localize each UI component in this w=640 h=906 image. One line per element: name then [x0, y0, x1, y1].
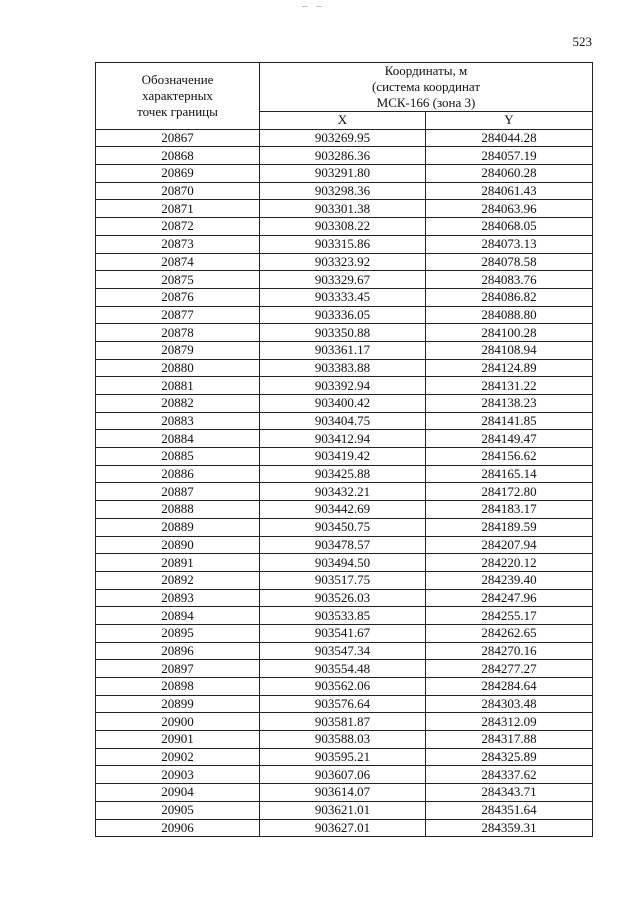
table-row: [96, 642, 593, 660]
cell-y: 284239.40: [426, 571, 593, 589]
cell-x: 903562.06: [260, 678, 426, 696]
cell-x: 903350.88: [260, 324, 426, 342]
header-point-designation: [96, 63, 260, 130]
cell-y: 284189.59: [426, 518, 593, 536]
cell-y: 284343.71: [426, 784, 593, 802]
cell-point-id: 20879: [96, 341, 260, 359]
cell-x: 903576.64: [260, 695, 426, 713]
cell-y: 284277.27: [426, 660, 593, 678]
table-row: [96, 571, 593, 589]
cell-point-id: 20890: [96, 536, 260, 554]
cell-x: 903336.05: [260, 306, 426, 324]
cell-x: 903541.67: [260, 624, 426, 642]
table-row: [96, 784, 593, 802]
cell-point-id: 20891: [96, 554, 260, 572]
cell-y: 284303.48: [426, 695, 593, 713]
cell-y: 284317.88: [426, 731, 593, 749]
cell-y: 284100.28: [426, 324, 593, 342]
header-point-line: характерных: [142, 87, 213, 103]
cell-y: 284086.82: [426, 288, 593, 306]
table-row: [96, 324, 593, 342]
cell-point-id: 20867: [96, 129, 260, 147]
cell-point-id: 20886: [96, 465, 260, 483]
cell-x: 903298.36: [260, 182, 426, 200]
cell-x: 903400.42: [260, 395, 426, 413]
cell-x: 903494.50: [260, 554, 426, 572]
cell-point-id: 20897: [96, 660, 260, 678]
cell-x: 903269.95: [260, 129, 426, 147]
cell-x: 903595.21: [260, 748, 426, 766]
cell-y: 284088.80: [426, 306, 593, 324]
cell-point-id: 20901: [96, 731, 260, 749]
table-row: [96, 129, 593, 147]
cell-point-id: 20872: [96, 218, 260, 236]
cell-point-id: 20900: [96, 713, 260, 731]
cell-x: 903614.07: [260, 784, 426, 802]
cell-x: 903291.80: [260, 165, 426, 183]
cell-point-id: 20870: [96, 182, 260, 200]
cell-point-id: 20905: [96, 801, 260, 819]
table-row: [96, 147, 593, 165]
cell-point-id: 20894: [96, 607, 260, 625]
table-row: [96, 624, 593, 642]
cell-x: 903526.03: [260, 589, 426, 607]
cell-point-id: 20906: [96, 819, 260, 837]
header-coords-line: (система координат: [371, 79, 481, 94]
table-row: [96, 501, 593, 519]
cell-point-id: 20873: [96, 235, 260, 253]
cell-x: 903412.94: [260, 430, 426, 448]
cell-x: 903404.75: [260, 412, 426, 430]
cell-point-id: 20893: [96, 589, 260, 607]
table-row: [96, 218, 593, 236]
cell-y: 284131.22: [426, 377, 593, 395]
table-row: [96, 200, 593, 218]
cell-y: 284078.58: [426, 253, 593, 271]
cell-x: 903392.94: [260, 377, 426, 395]
cell-y: 284108.94: [426, 341, 593, 359]
cell-y: 284255.17: [426, 607, 593, 625]
cell-x: 903533.85: [260, 607, 426, 625]
cell-point-id: 20868: [96, 147, 260, 165]
table-row: [96, 182, 593, 200]
cell-point-id: 20869: [96, 165, 260, 183]
cell-x: 903323.92: [260, 253, 426, 271]
header-coords-line: МСК-166 (зона 3): [376, 95, 476, 110]
cell-x: 903478.57: [260, 536, 426, 554]
table-row: [96, 430, 593, 448]
cell-y: 284183.17: [426, 501, 593, 519]
table-row: [96, 395, 593, 413]
cell-y: 284063.96: [426, 200, 593, 218]
page-number: 523: [572, 34, 592, 49]
table-row: [96, 306, 593, 324]
cell-y: 284337.62: [426, 766, 593, 784]
table-row: [96, 678, 593, 696]
cell-y: 284359.31: [426, 819, 593, 837]
table-row: [96, 235, 593, 253]
cell-y: 284351.64: [426, 801, 593, 819]
table-row: [96, 695, 593, 713]
cell-point-id: 20895: [96, 624, 260, 642]
cell-point-id: 20887: [96, 483, 260, 501]
table-row: [96, 377, 593, 395]
cell-y: 284156.62: [426, 448, 593, 466]
table-row: [96, 518, 593, 536]
cell-point-id: 20888: [96, 501, 260, 519]
header-y: Y: [426, 112, 593, 130]
cell-point-id: 20884: [96, 430, 260, 448]
top-mark: – –: [302, 0, 325, 12]
table-body: [96, 129, 593, 837]
cell-y: 284325.89: [426, 748, 593, 766]
cell-y: 284044.28: [426, 129, 593, 147]
table-row: [96, 819, 593, 837]
coordinates-table: [95, 62, 593, 837]
cell-x: 903621.01: [260, 801, 426, 819]
cell-x: 903581.87: [260, 713, 426, 731]
table-row: [96, 165, 593, 183]
cell-point-id: 20892: [96, 571, 260, 589]
cell-point-id: 20875: [96, 271, 260, 289]
cell-y: 284061.43: [426, 182, 593, 200]
table-row: [96, 483, 593, 501]
table-row: [96, 589, 593, 607]
cell-y: 284247.96: [426, 589, 593, 607]
cell-point-id: 20871: [96, 200, 260, 218]
header-point-line: Обозначение: [141, 71, 214, 87]
cell-point-id: 20878: [96, 324, 260, 342]
cell-x: 903554.48: [260, 660, 426, 678]
cell-y: 284068.05: [426, 218, 593, 236]
table-row: [96, 554, 593, 572]
cell-x: 903286.36: [260, 147, 426, 165]
cell-point-id: 20896: [96, 642, 260, 660]
cell-x: 903333.45: [260, 288, 426, 306]
table-row: [96, 271, 593, 289]
table-row: [96, 660, 593, 678]
cell-point-id: 20885: [96, 448, 260, 466]
table-row: [96, 713, 593, 731]
cell-x: 903425.88: [260, 465, 426, 483]
cell-x: 903383.88: [260, 359, 426, 377]
cell-y: 284172.80: [426, 483, 593, 501]
cell-x: 903301.38: [260, 200, 426, 218]
cell-x: 903432.21: [260, 483, 426, 501]
cell-x: 903517.75: [260, 571, 426, 589]
cell-y: 284138.23: [426, 395, 593, 413]
cell-point-id: 20889: [96, 518, 260, 536]
cell-y: 284270.16: [426, 642, 593, 660]
cell-y: 284149.47: [426, 430, 593, 448]
cell-x: 903450.75: [260, 518, 426, 536]
table-row: [96, 253, 593, 271]
cell-x: 903361.17: [260, 341, 426, 359]
header-point-line: точек границы: [137, 103, 218, 119]
cell-x: 903329.67: [260, 271, 426, 289]
cell-y: 284073.13: [426, 235, 593, 253]
cell-y: 284057.19: [426, 147, 593, 165]
cell-y: 284060.28: [426, 165, 593, 183]
cell-point-id: 20876: [96, 288, 260, 306]
cell-x: 903627.01: [260, 819, 426, 837]
cell-point-id: 20883: [96, 412, 260, 430]
table-row: [96, 341, 593, 359]
cell-x: 903315.86: [260, 235, 426, 253]
cell-x: 903607.06: [260, 766, 426, 784]
cell-point-id: 20880: [96, 359, 260, 377]
header-coordinates: [260, 63, 593, 112]
header-x: X: [260, 112, 426, 130]
cell-y: 284284.64: [426, 678, 593, 696]
cell-x: 903547.34: [260, 642, 426, 660]
table-row: [96, 607, 593, 625]
cell-point-id: 20874: [96, 253, 260, 271]
table-row: [96, 536, 593, 554]
header-coords-line: Координаты, м: [384, 63, 468, 78]
cell-x: 903308.22: [260, 218, 426, 236]
table-row: [96, 448, 593, 466]
cell-y: 284312.09: [426, 713, 593, 731]
cell-point-id: 20904: [96, 784, 260, 802]
table-header: [96, 63, 593, 130]
cell-y: 284165.14: [426, 465, 593, 483]
cell-point-id: 20899: [96, 695, 260, 713]
table-row: [96, 766, 593, 784]
table-row: [96, 748, 593, 766]
cell-point-id: 20882: [96, 395, 260, 413]
cell-y: 284220.12: [426, 554, 593, 572]
cell-y: 284141.85: [426, 412, 593, 430]
table-row: [96, 731, 593, 749]
cell-x: 903588.03: [260, 731, 426, 749]
table-row: [96, 359, 593, 377]
table-row: [96, 465, 593, 483]
cell-point-id: 20881: [96, 377, 260, 395]
cell-point-id: 20902: [96, 748, 260, 766]
table-row: [96, 801, 593, 819]
cell-y: 284262.65: [426, 624, 593, 642]
cell-point-id: 20898: [96, 678, 260, 696]
cell-y: 284124.89: [426, 359, 593, 377]
cell-y: 284083.76: [426, 271, 593, 289]
table-row: [96, 412, 593, 430]
cell-x: 903419.42: [260, 448, 426, 466]
cell-point-id: 20877: [96, 306, 260, 324]
cell-x: 903442.69: [260, 501, 426, 519]
table-row: [96, 288, 593, 306]
cell-point-id: 20903: [96, 766, 260, 784]
cell-y: 284207.94: [426, 536, 593, 554]
